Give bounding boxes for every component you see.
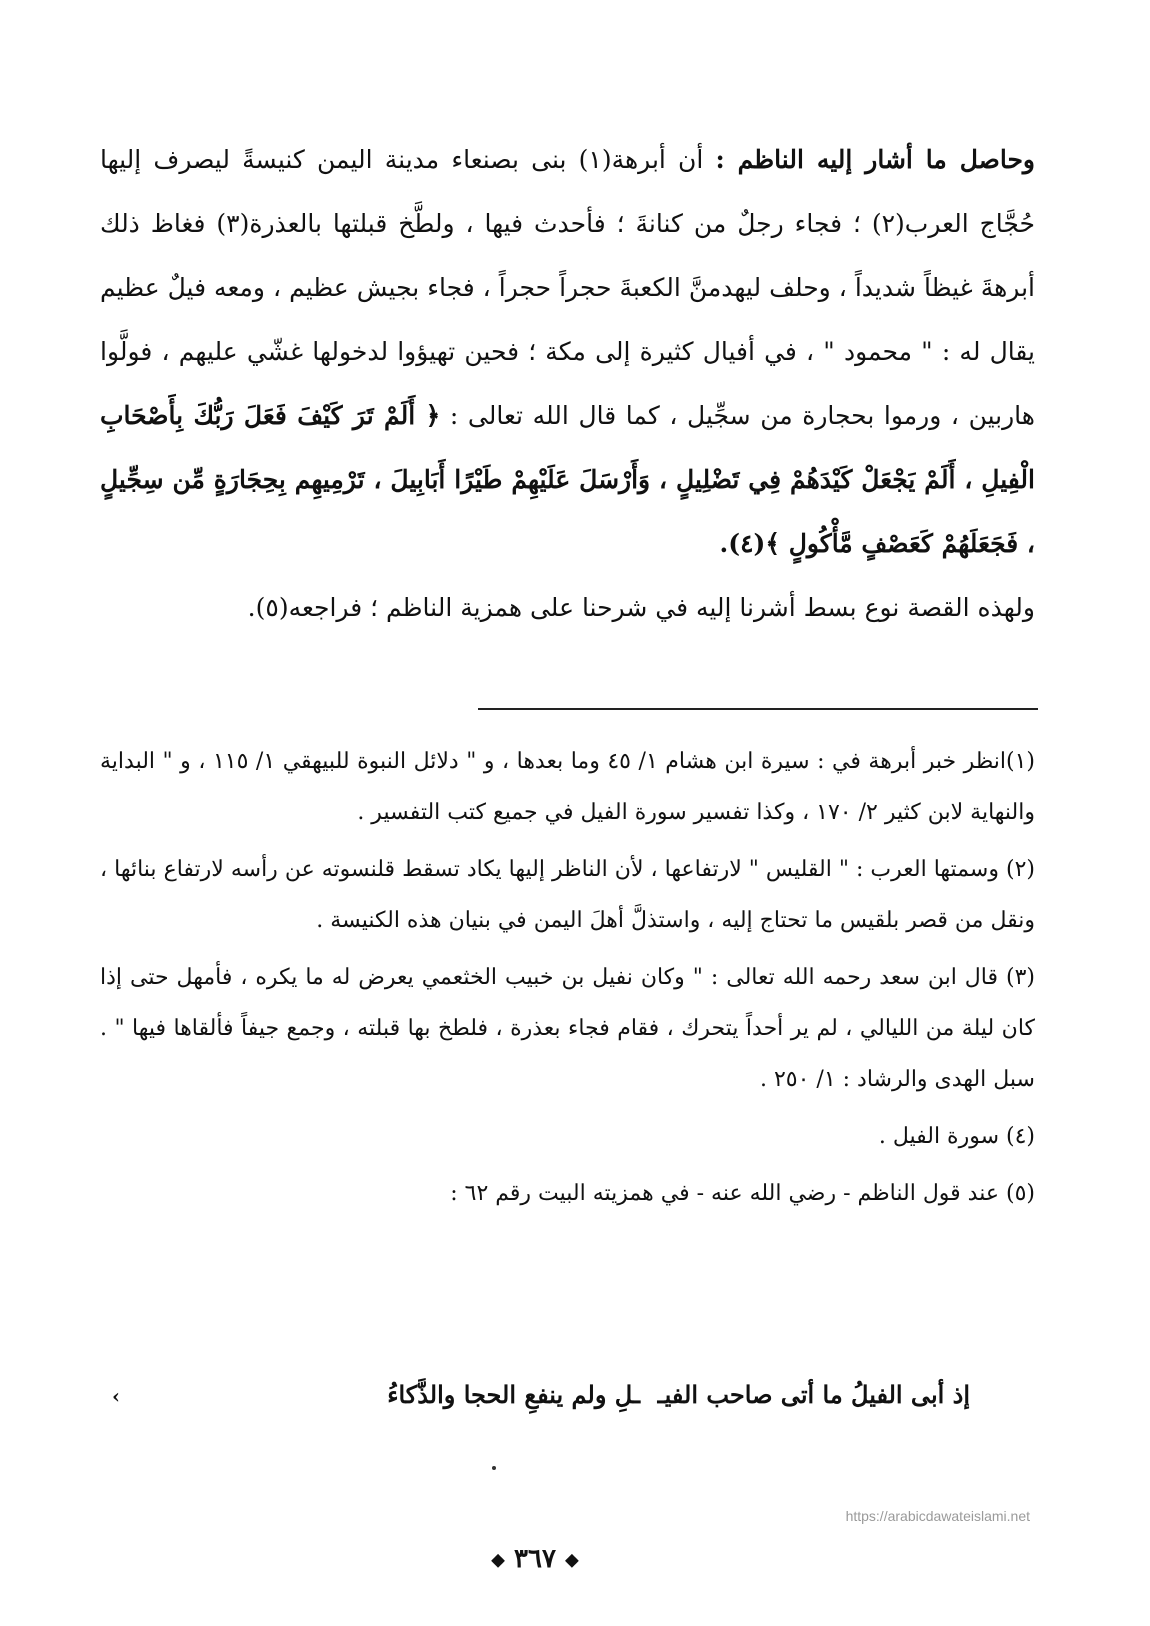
footnote-3: (٣) قال ابن سعد رحمه الله تعالى : " وكان نفيل بن خبيب الخثعمي يعرض له ما يكره ، فأمهل حتى إذا كان ليلة من الليالي ، لم ير أحداً يتحرك ، فقام فجاء بعذرة ، فلطخ بها قبلته ، وجمع جيفاً فألقاها فيها " . سبل الهدى والرشاد : ١/ ٢٥٠ . (100, 965, 1035, 1092)
footnote-4: (٤) سورة الفيل . (878, 1124, 1035, 1149)
quran-verse: ﴿ أَلَمْ تَرَ كَيْفَ فَعَلَ رَبُّكَ بِأَصْحَابِ الْفِيلِ ، أَلَمْ يَجْعَلْ كَيْدَهُمْ فِي تَضْلِيلٍ ، وَأَرْسَلَ عَلَيْهِمْ طَيْرًا أَبَابِيلَ ، تَرْمِيهِم بِحِجَارَةٍ مِّن سِجِّيلٍ ، فَجَعَلَهُمْ كَعَصْفٍ مَّأْكُولٍ ﴾(٤). (100, 401, 1035, 558)
stray-dot (492, 1466, 496, 1470)
paragraph-body: أن أبرهة(١) بنى بصنعاء مدينة اليمن كنيسةً ليصرف إليها حُجَّاج العرب(٢) ؛ فجاء رجلٌ من كنانةَ ؛ فأحدث فيها ، ولطَّخ قبلتها بالعذرة(٣) فغاظ ذلك أبرهةَ غيظاً شديداً ، وحلف ليهدمنَّ الكعبةَ حجراً حجراً ، فجاء بجيش عظيم ، ومعه فيلٌ عظيم يقال له : " محمود " ، في أفيال كثيرة إلى مكة ؛ فحين تهيؤوا لدخولها غشّي عليهم ، فولَّوا هاربين ، ورموا بحجارة من سجِّيل ، كما قال الله تعالى : (100, 145, 1036, 430)
page-number-text: ٣٦٧ (514, 1544, 556, 1574)
footnote-2: (٢) وسمتها العرب : " القليس " لارتفاعها ، لأن الناظر إليها يكاد تسقط قلنسوته عن رأسه لارتفاع بنائها ، ونقل من قصر بلقيس ما تحتاج إليه ، واستذلَّ أهلَ اليمن في بنيان هذه الكنيسة . (100, 857, 1035, 933)
ornament-left-icon: ◆ (491, 1549, 505, 1571)
verse-first-hemistich: إذ أبى الفيلُ ما أتى صاحب الفيـ (657, 1380, 970, 1409)
main-text (100, 128, 1035, 640)
verse-mark: › (112, 1384, 120, 1408)
paragraph-lead: وحاصل ما أشار إليه الناظم : (715, 145, 1036, 174)
ornament-right-icon: ◆ (565, 1549, 579, 1571)
poetry-verse (100, 1380, 970, 1440)
paragraph-2: ولهذه القصة نوع بسط أشرنا إليه في شرحنا على همزية الناظم ؛ فراجعه(٥). (247, 593, 1035, 622)
footnote-5: (٥) عند قول الناظم - رضي الله عنه - في همزيته البيت رقم ٦٢ : (450, 1181, 1035, 1206)
page-number (470, 1544, 600, 1574)
watermark-url: https://arabicdawateislami.net (845, 1508, 1030, 1524)
footnote-1: (١)انظر خبر أبرهة في : سيرة ابن هشام ١/ ٤٥ وما بعدها ، و " دلائل النبوة للبيهقي ١/ ١١٥ ، و " البداية والنهاية لابن كثير ٢/ ١٧٠ ، وكذا تفسير سورة الفيل في جميع كتب التفسير . (100, 749, 1036, 825)
verse-second-hemistich: ـلِ ولم ينفعِ الحجا والذَّكاءُ (387, 1380, 640, 1409)
paragraph-1 (100, 128, 1035, 576)
footnote-separator (478, 708, 1038, 710)
footnotes (100, 736, 1035, 1225)
